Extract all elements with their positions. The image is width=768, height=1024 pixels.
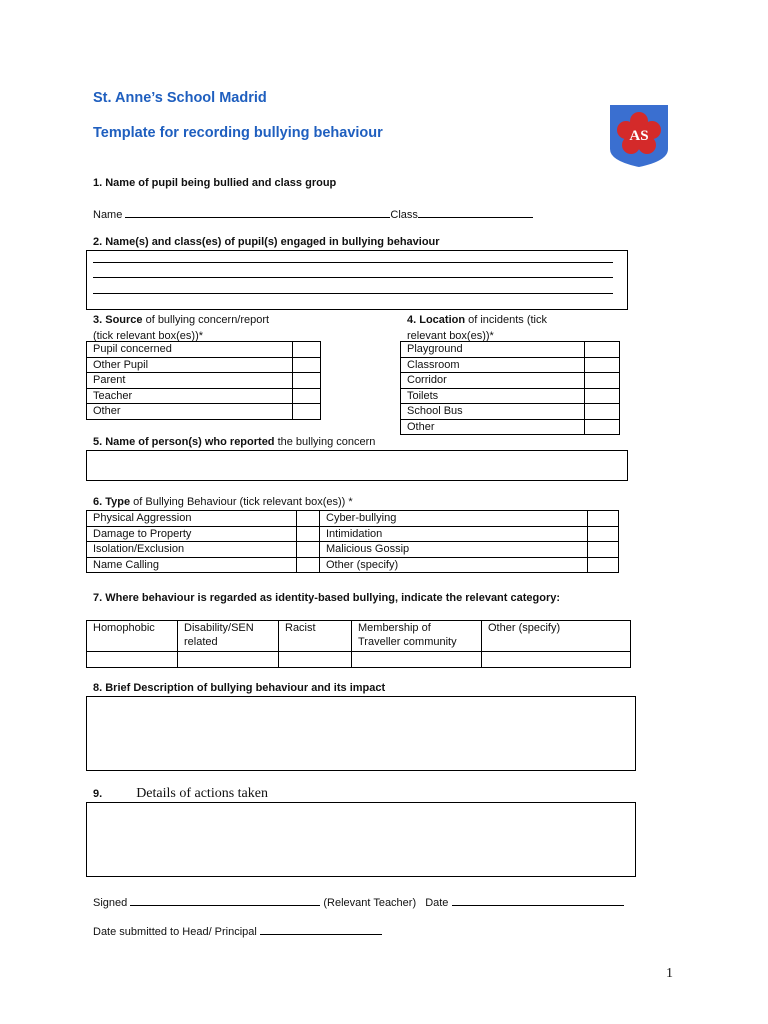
date-field[interactable]	[452, 894, 624, 906]
type-label: Malicious Gossip	[320, 542, 588, 558]
type-checkbox[interactable]	[297, 542, 320, 558]
location-checkbox[interactable]	[585, 357, 620, 373]
source-checkbox[interactable]	[293, 342, 321, 358]
category-checkbox[interactable]	[352, 652, 482, 668]
source-label: Other Pupil	[87, 357, 293, 373]
relevant-teacher-label: (Relevant Teacher)	[323, 897, 417, 909]
type-label: Cyber-bullying	[320, 511, 588, 527]
submitted-date-field[interactable]	[260, 923, 382, 935]
category-header: Other (specify)	[482, 621, 631, 652]
table-row	[401, 419, 620, 435]
section-7-heading: 7. Where behaviour is regarded as identity-based bullying, indicate the relevant category:	[93, 592, 561, 604]
source-label: Teacher	[87, 388, 293, 404]
type-label: Other (specify)	[320, 557, 588, 573]
name-field[interactable]	[125, 206, 390, 218]
table-row	[87, 357, 321, 373]
table-row	[401, 342, 620, 358]
category-checkbox[interactable]	[87, 652, 178, 668]
table-row	[87, 342, 321, 358]
location-checkbox[interactable]	[585, 419, 620, 435]
category-header: Membership of Traveller community	[352, 621, 482, 652]
location-table	[400, 341, 620, 435]
type-label: Name Calling	[87, 557, 297, 573]
source-table	[86, 341, 321, 420]
table-row	[87, 557, 619, 573]
type-checkbox[interactable]	[297, 557, 320, 573]
table-row	[87, 542, 619, 558]
type-label: Intimidation	[320, 526, 588, 542]
submitted-label: Date submitted to Head/ Principal	[93, 926, 257, 938]
location-label: Toilets	[401, 388, 585, 404]
type-checkbox[interactable]	[588, 526, 619, 542]
table-row	[87, 388, 321, 404]
pupils-involved-box[interactable]	[86, 250, 628, 310]
section-4-heading: 4. Location of incidents (tick relevant box(es))*	[407, 314, 547, 342]
category-header: Disability/SEN related	[178, 621, 279, 652]
type-checkbox[interactable]	[297, 511, 320, 527]
page-number: 1	[666, 966, 673, 981]
type-checkbox[interactable]	[588, 557, 619, 573]
location-label: Corridor	[401, 373, 585, 389]
signature-line	[93, 894, 624, 909]
class-label: Class	[390, 209, 418, 221]
category-header: Racist	[279, 621, 352, 652]
location-label: Other	[401, 419, 585, 435]
reporter-name-box[interactable]	[86, 450, 628, 481]
category-header: Homophobic	[87, 621, 178, 652]
table-row	[87, 404, 321, 420]
source-checkbox[interactable]	[293, 373, 321, 389]
source-label: Parent	[87, 373, 293, 389]
section-9-heading: 9. Details of actions taken	[93, 786, 268, 801]
category-checkbox[interactable]	[482, 652, 631, 668]
source-label: Pupil concerned	[87, 342, 293, 358]
source-checkbox[interactable]	[293, 388, 321, 404]
table-row	[87, 373, 321, 389]
category-checkbox[interactable]	[178, 652, 279, 668]
table-row	[87, 526, 619, 542]
table-row	[87, 621, 631, 652]
section-6-heading: 6. Type of Bullying Behaviour (tick relevant box(es)) *	[93, 496, 353, 508]
location-checkbox[interactable]	[585, 373, 620, 389]
source-checkbox[interactable]	[293, 357, 321, 373]
location-checkbox[interactable]	[585, 404, 620, 420]
source-label: Other	[87, 404, 293, 420]
location-label: Playground	[401, 342, 585, 358]
signed-label: Signed	[93, 897, 128, 909]
type-checkbox[interactable]	[588, 542, 619, 558]
description-box[interactable]	[86, 696, 636, 771]
behaviour-type-table	[86, 510, 619, 573]
svg-text:AS: AS	[629, 128, 649, 144]
section-1-heading: 1. Name of pupil being bullied and class group	[93, 177, 337, 189]
school-crest-logo	[608, 103, 670, 169]
type-label: Damage to Property	[87, 526, 297, 542]
section-5-heading: 5. Name of person(s) who reported the bullying concern	[93, 436, 376, 448]
pupil-name-line[interactable]	[93, 206, 533, 221]
table-row	[401, 357, 620, 373]
submission-line	[93, 923, 382, 938]
location-label: Classroom	[401, 357, 585, 373]
location-checkbox[interactable]	[585, 342, 620, 358]
page-title: Template for recording bullying behaviour	[93, 125, 383, 141]
table-row	[401, 373, 620, 389]
location-label: School Bus	[401, 404, 585, 420]
location-checkbox[interactable]	[585, 388, 620, 404]
table-row	[87, 652, 631, 668]
section-3-heading: 3. Source of bullying concern/report (tick relevant box(es))*	[93, 314, 270, 342]
name-label: Name	[93, 209, 123, 221]
type-label: Isolation/Exclusion	[87, 542, 297, 558]
signature-field[interactable]	[130, 894, 320, 906]
date-label: Date	[425, 897, 449, 909]
table-row	[401, 404, 620, 420]
type-checkbox[interactable]	[588, 511, 619, 527]
source-checkbox[interactable]	[293, 404, 321, 420]
type-label: Physical Aggression	[87, 511, 297, 527]
section-2-heading: 2. Name(s) and class(es) of pupil(s) engaged in bullying behaviour	[93, 236, 440, 248]
class-field[interactable]	[418, 206, 533, 218]
section-8-heading: 8. Brief Description of bullying behaviour and its impact	[93, 682, 386, 694]
type-checkbox[interactable]	[297, 526, 320, 542]
school-name: St. Anne’s School Madrid	[93, 90, 267, 106]
table-row	[87, 511, 619, 527]
identity-category-table	[86, 620, 631, 668]
table-row	[401, 388, 620, 404]
actions-taken-box[interactable]	[86, 802, 636, 877]
category-checkbox[interactable]	[279, 652, 352, 668]
